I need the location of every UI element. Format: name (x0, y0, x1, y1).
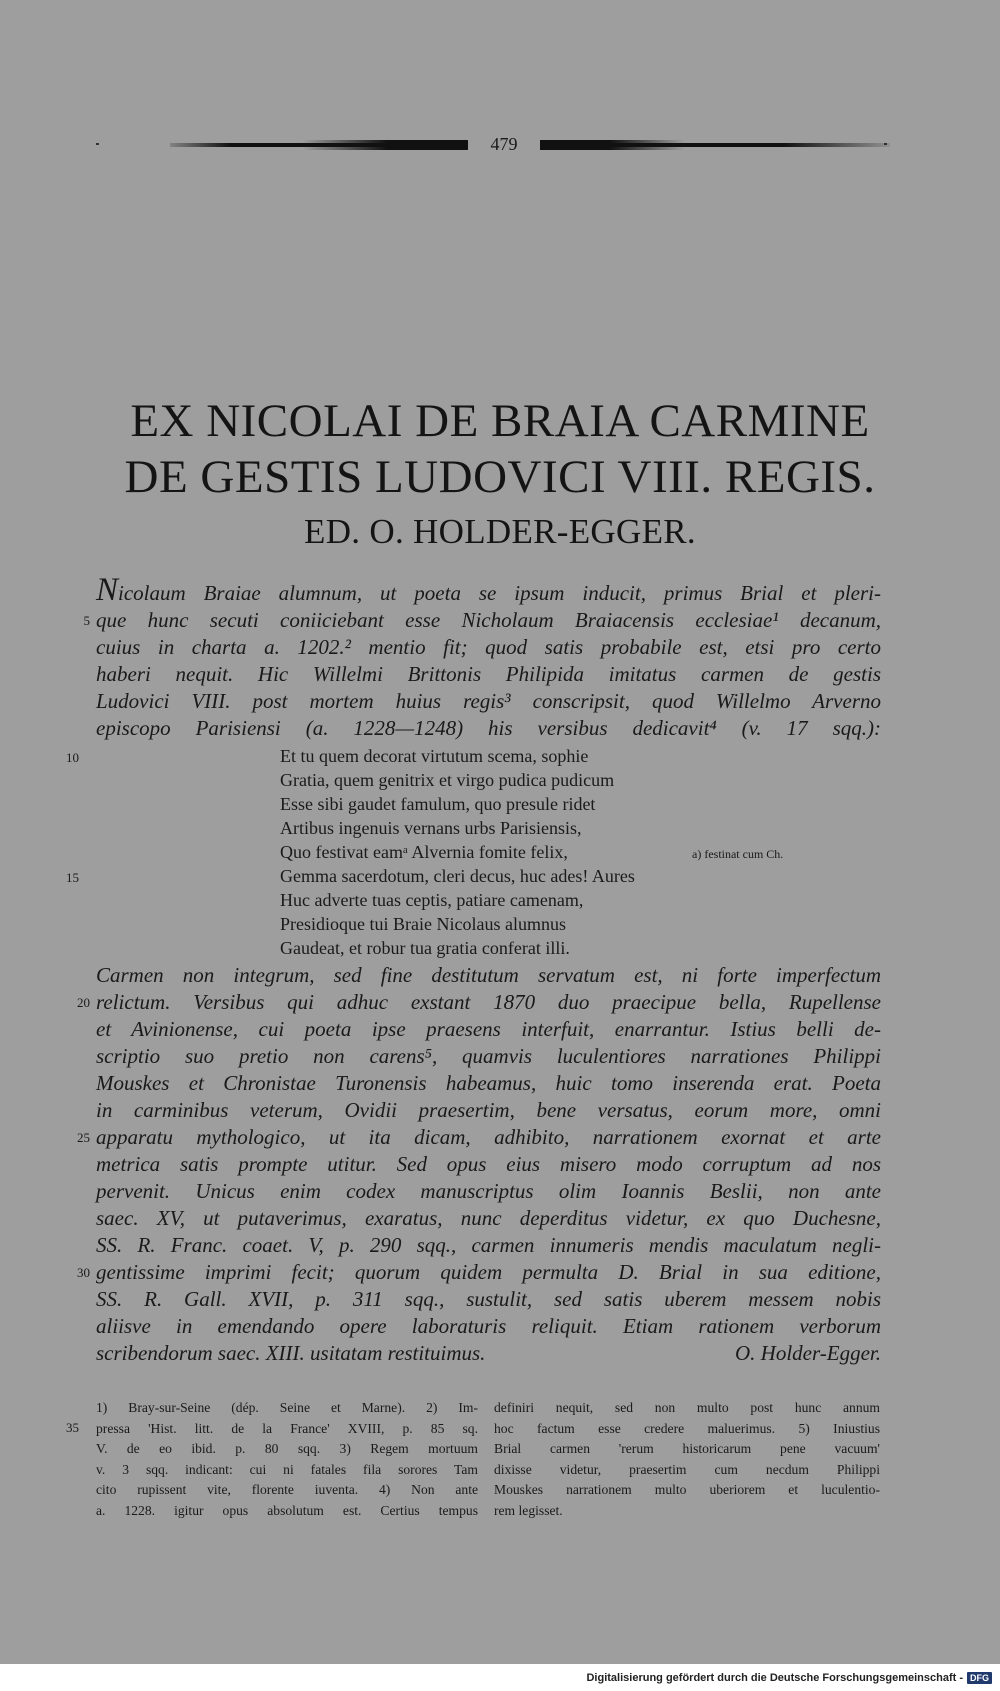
footnote-line: 1) Bray-sur-Seine (dép. Seine et Marne). 2) Im- (96, 1400, 478, 1415)
body-line: Carmen non integrum, sed fine destitutum servatum est, ni forte imperfectum (96, 963, 881, 987)
verse-line: Quo festivat eamᵃ Alvernia fomite felix, (280, 842, 568, 862)
ornamental-rule-left (170, 143, 472, 147)
verse-line: Artibus ingenuis vernans urbs Parisiensis, (280, 818, 582, 838)
title-line-1: EX NICOLAI DE BRAIA CARMINE (130, 395, 870, 447)
scan-speck (96, 143, 99, 145)
drop-cap: N (96, 572, 119, 608)
footnote-column-right (494, 1398, 880, 1521)
footnote-line: Mouskes narrationem multo uberiorem et luculentio- (494, 1482, 880, 1497)
body-line: saec. XV, ut putaverimus, exaratus, nunc deperditus videtur, ex quo Duchesne, (96, 1206, 881, 1230)
body-line: gentissime imprimi fecit; quorum quidem permulta D. Brial in sua editione, (96, 1260, 881, 1284)
intro-line: cuius in charta a. 1202.² mentio fit; quod satis probabile est, etsi pro certo (96, 635, 881, 659)
body-line: Mouskes et Chronistae Turonensis habeamus, huic tomo inserenda erat. Poeta (96, 1071, 881, 1095)
line-number: 5 (83, 613, 90, 628)
verse-line: Gratia, quem genitrix et virgo pudica pudicum (280, 770, 615, 790)
intro-line-text: icolaum Braiae alumnum, ut poeta se ipsum inducit, primus Brial et pleri- (118, 581, 881, 605)
body-line: apparatu mythologico, ut ita dicam, adhibito, narrationem exornat et arte (96, 1125, 881, 1149)
body-line: relictum. Versibus qui adhuc exstant 1870 duo praecipue bella, Rupellense (96, 990, 881, 1014)
line-number: 30 (77, 1265, 90, 1280)
intro-line: haberi nequit. Hic Willelmi Brittonis Philipida imitatus carmen de gestis (96, 662, 881, 686)
verse-line: Esse sibi gaudet famulum, quo presule ridet (280, 794, 596, 814)
line-number: 20 (77, 995, 90, 1010)
body-line: aliisve in emendando opere laboraturis reliquit. Etiam rationem verborum (96, 1314, 881, 1338)
page-number: 479 (468, 134, 540, 154)
footnote-line: dixisse videtur, praesertim cum necdum Philippi (494, 1461, 880, 1477)
body-line: in carminibus veterum, Ovidii praesertim, bene versatus, eorum more, omni (96, 1098, 881, 1122)
footnote-line: definiri nequit, sed non multo post hunc annum (494, 1400, 880, 1415)
editor-line: ED. O. HOLDER-EGGER. (304, 512, 696, 551)
title-line-2: DE GESTIS LUDOVICI VIII. REGIS. (124, 451, 876, 503)
footnote-line: v. 3 sqq. indicant: cui ni fatales fila sorores Tam (96, 1461, 478, 1477)
footnote-line: cito rupissent vite, florente iuventa. 4) Non ante (96, 1482, 478, 1497)
line-number: 10 (66, 750, 79, 765)
footnote-line: a. 1228. igitur opus absolutum est. Certius tempus (96, 1502, 478, 1518)
verse-line: Et tu quem decorat virtutum scema, sophie (280, 746, 589, 766)
body-line: pervenit. Unicus enim codex manuscriptus olim Ioannis Beslii, non ante (96, 1179, 881, 1203)
body-line-text: scribendorum saec. XIII. usitatam restituimus. (96, 1341, 486, 1365)
ornamental-rule-right (535, 143, 890, 147)
running-head (170, 134, 890, 154)
intro-line: Ludovici VIII. post mortem huius regis³ conscripsit, quod Willelmo Arverno (96, 689, 881, 713)
body-line-last (96, 1340, 881, 1367)
line-number: 15 (66, 870, 79, 885)
body-line: SS. R. Gall. XVII, p. 311 sqq., sustulit, sed satis uberem messem nobis (96, 1287, 881, 1311)
line-number: 25 (77, 1130, 90, 1145)
verse-line: Gaudeat, et robur tua gratia conferat illi. (280, 938, 570, 958)
footnote-line: pressa 'Hist. litt. de la France' XVIII, p. 85 sq. (96, 1420, 478, 1436)
body-line: et Avinionense, cui poeta ipse praesens interfuit, enarrantur. Istius belli de- (96, 1017, 881, 1041)
verse-line: Gemma sacerdotum, cleri decus, huc ades! Aures (280, 866, 635, 886)
footnote-line: hoc factum esse credere maluerimus. 5) Iniustius (494, 1420, 880, 1436)
intro-line: que hunc secuti coniiciebant esse Nicholaum Braiacensis ecclesiae¹ decanum, (96, 608, 881, 632)
verse-line: Huc adverte tuas ceptis, patiare camenam, (280, 890, 584, 910)
body-line: metrica satis prompte utitur. Sed opus eius misero modo corruptum ad nos (96, 1152, 881, 1176)
credit-text: Digitalisierung gefördert durch die Deutsche Forschungsgemeinschaft - (586, 1672, 963, 1684)
footnote-column-left (96, 1398, 478, 1521)
editor-signature: O. Holder-Egger. (735, 1341, 881, 1365)
textual-note: a) festinat cum Ch. (692, 847, 784, 861)
line-number: 35 (66, 1420, 79, 1435)
body-line: scriptio suo pretio non carens⁵, quamvis luculentiores narrationes Philippi (96, 1044, 881, 1068)
digitization-credit (586, 1672, 992, 1684)
intro-line (96, 572, 881, 608)
verse-line: Presidioque tui Braie Nicolaus alumnus (280, 914, 566, 934)
footnote-line: V. de eo ibid. p. 80 sqq. 3) Regem mortuum (96, 1441, 478, 1456)
footnote-line: rem legisset. (494, 1502, 563, 1518)
dfg-logo: DFG (967, 1672, 992, 1684)
body-line: SS. R. Franc. coaet. V, p. 290 sqq., carmen innumeris mendis maculatum negli- (96, 1233, 881, 1257)
footnote-line: Brial carmen 'rerum historicarum pene vacuum' (494, 1441, 880, 1456)
intro-line: episcopo Parisiensi (a. 1228—1248) his versibus dedicavit⁴ (v. 17 sqq.): (96, 716, 881, 740)
